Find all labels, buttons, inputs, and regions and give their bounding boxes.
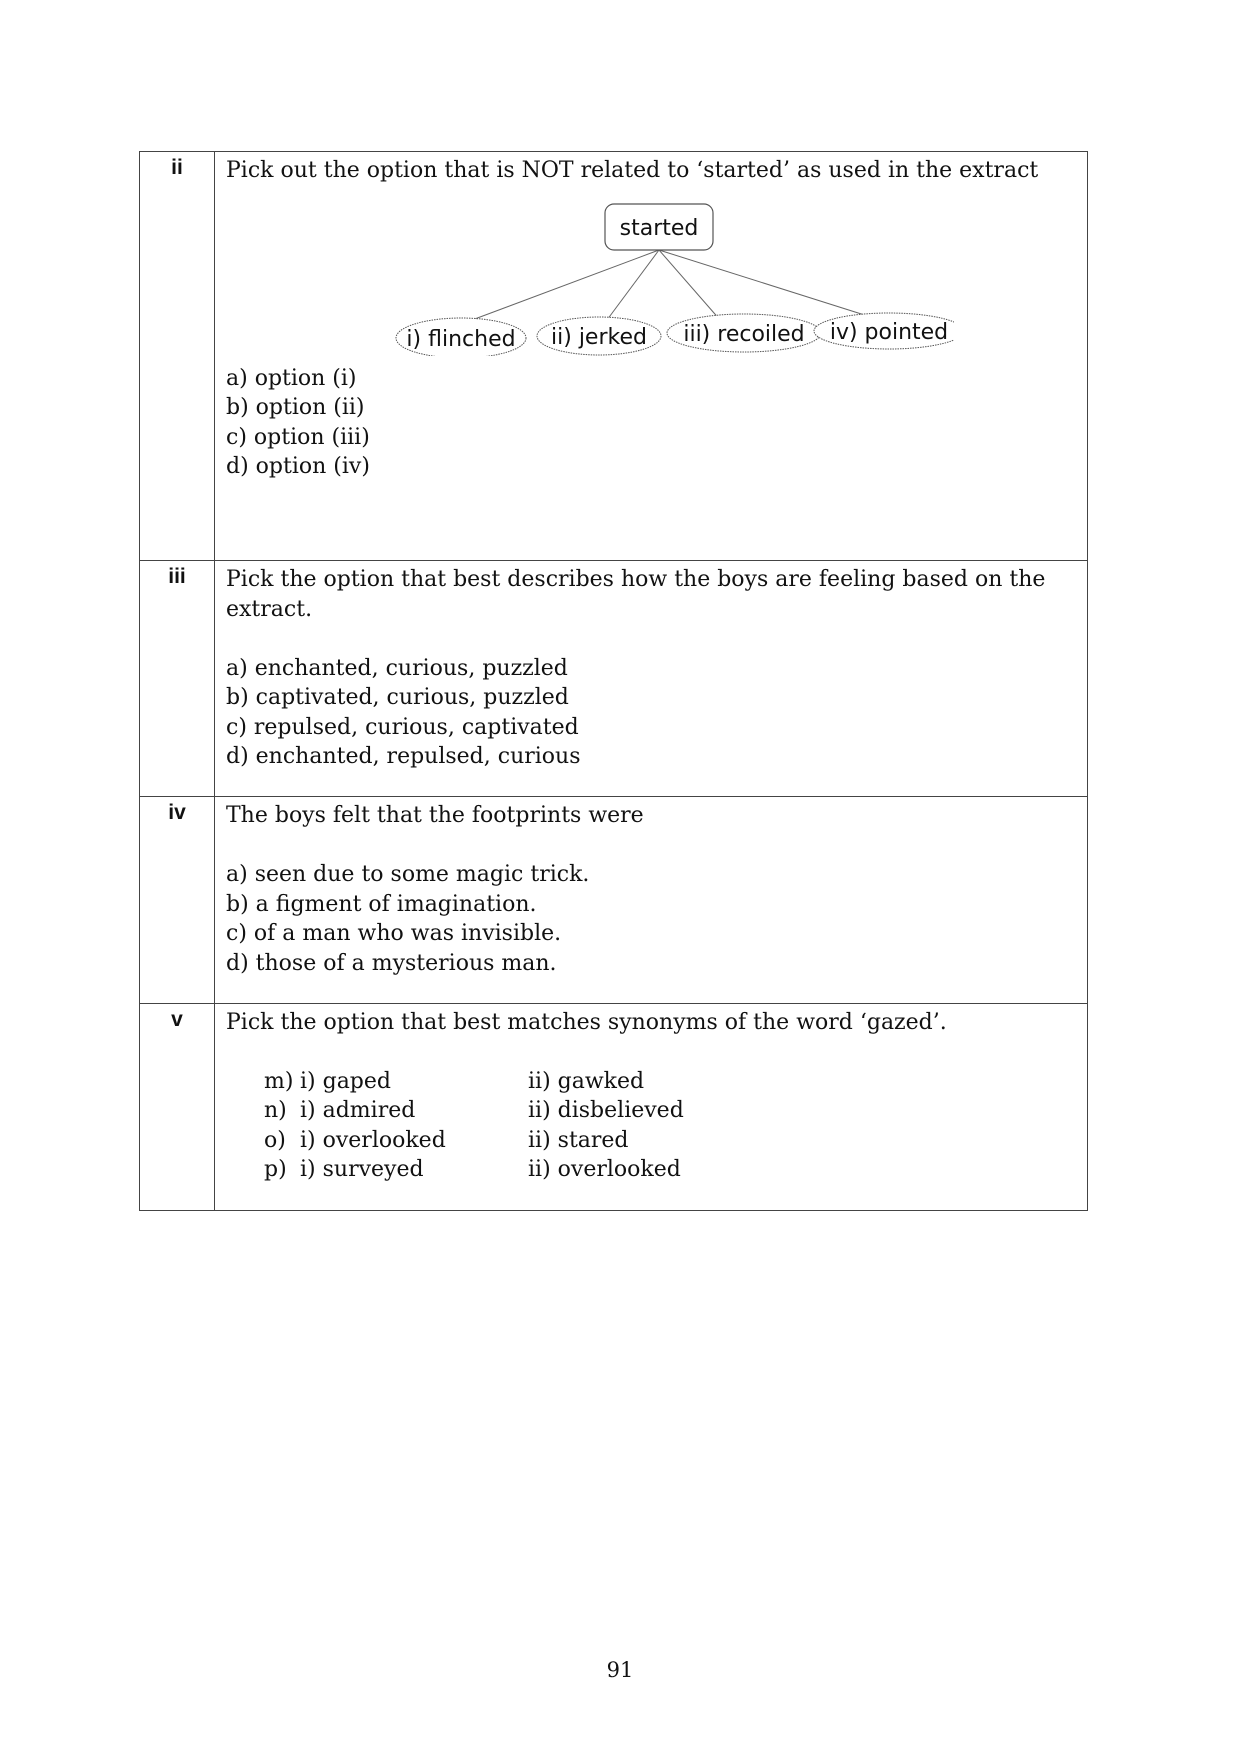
option-second-word: ii) overlooked <box>528 1157 681 1182</box>
option-first-word: i) surveyed <box>300 1157 424 1182</box>
question-text: Pick the option that best matches synonyms of the word ‘gazed’. <box>226 1010 947 1035</box>
question-body <box>215 1004 1088 1211</box>
diagram-child-node <box>667 314 821 352</box>
answer-option: b) a figment of imagination. <box>226 891 537 917</box>
synonym-options <box>264 1067 1077 1185</box>
answer-option: a) enchanted, curious, puzzled <box>226 655 568 681</box>
diagram-root-label: started <box>619 215 699 241</box>
answer-options <box>226 364 1077 482</box>
synonym-option-row <box>264 1096 1077 1126</box>
option-second-word: ii) gawked <box>528 1068 645 1094</box>
answer-option: d) option (iv) <box>226 454 370 479</box>
question-row-iv <box>140 797 1088 1004</box>
question-number: ii <box>140 152 215 561</box>
answer-option: a) seen due to some magic trick. <box>226 862 590 887</box>
synonym-option-row <box>264 1126 1077 1156</box>
question-number: iii <box>140 561 215 797</box>
option-letter: p) <box>264 1157 287 1182</box>
question-body <box>215 561 1088 797</box>
answer-option: d) those of a mysterious man. <box>226 950 557 976</box>
question-row-v <box>140 1004 1088 1211</box>
diagram-child-label: iv) pointed <box>829 319 949 345</box>
question-body <box>215 152 1088 561</box>
option-letter: o) <box>264 1127 286 1153</box>
option-second-word: ii) stared <box>528 1127 629 1153</box>
option-first-word: i) gaped <box>300 1068 391 1094</box>
word-web-diagram <box>334 196 954 356</box>
answer-option: d) enchanted, repulsed, curious <box>226 744 581 769</box>
diagram-child-label: ii) jerked <box>551 324 647 350</box>
question-number: iv <box>140 797 215 1004</box>
answer-option: c) repulsed, curious, captivated <box>226 714 579 740</box>
question-text: The boys felt that the footprints were <box>226 803 644 828</box>
diagram-child-label: i) flinched <box>406 326 516 352</box>
question-body <box>215 797 1088 1004</box>
synonym-option-row <box>264 1155 1077 1185</box>
diagram-child-node <box>814 313 954 349</box>
option-letter: m) <box>264 1068 294 1094</box>
question-number: v <box>140 1004 215 1211</box>
question-row-ii <box>140 152 1088 561</box>
answer-option: b) option (ii) <box>226 395 365 420</box>
answer-option: b) captivated, curious, puzzled <box>226 685 569 710</box>
question-row-iii <box>140 561 1088 797</box>
option-first-word: i) admired <box>300 1098 416 1123</box>
diagram-root-node <box>605 204 713 250</box>
answer-option: a) option (i) <box>226 365 357 391</box>
synonym-option-row <box>264 1067 1077 1097</box>
answer-options <box>226 654 1077 772</box>
option-second-word: ii) disbelieved <box>528 1098 684 1123</box>
page-number: 91 <box>606 1658 634 1682</box>
question-text: Pick the option that best describes how the boys are feeling based on the extract. <box>226 567 1046 622</box>
option-letter: n) <box>264 1098 287 1123</box>
diagram-child-node <box>537 317 661 355</box>
answer-options <box>226 860 1077 978</box>
answer-option: c) of a man who was invisible. <box>226 921 562 946</box>
question-text: Pick out the option that is NOT related to ‘started’ as used in the extract <box>226 158 1039 183</box>
diagram-child-label: iii) recoiled <box>683 321 805 347</box>
question-table <box>139 151 1088 1211</box>
answer-option: c) option (iii) <box>226 424 370 450</box>
option-first-word: i) overlooked <box>300 1127 446 1153</box>
diagram-child-node <box>396 318 526 356</box>
